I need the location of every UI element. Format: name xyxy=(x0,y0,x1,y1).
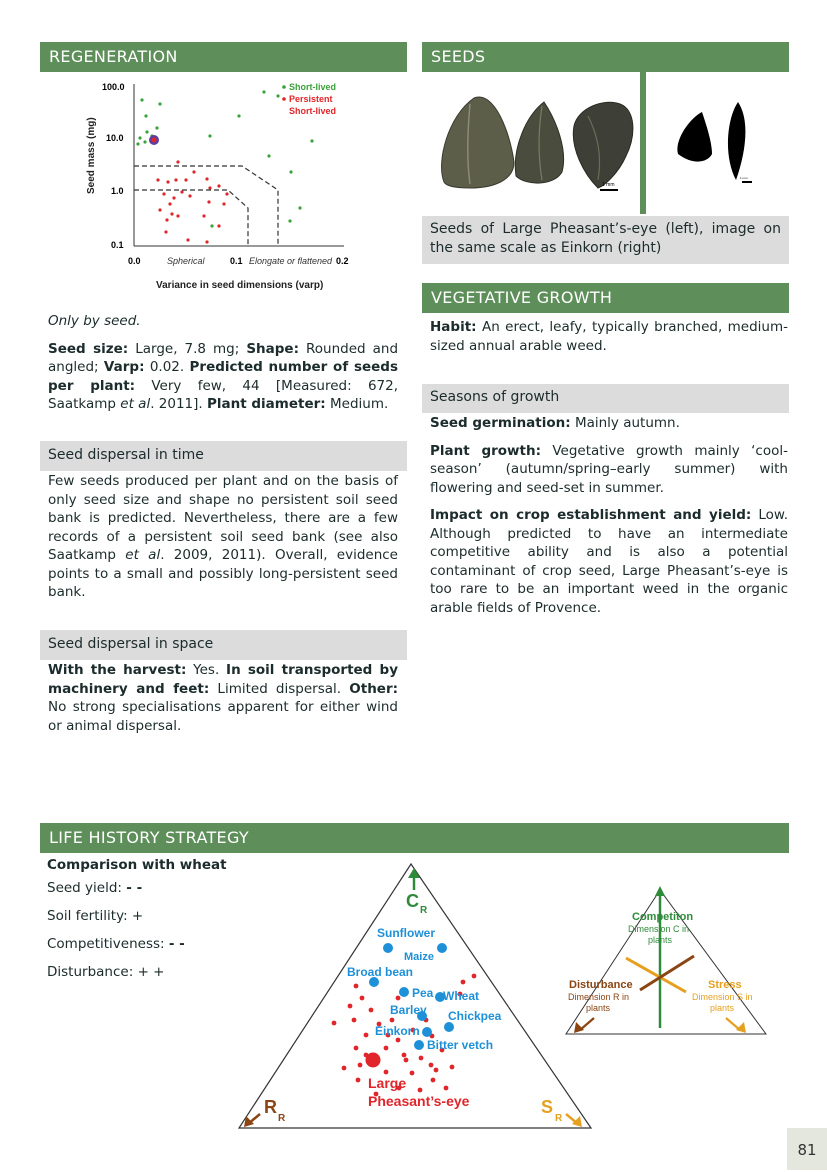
diameter-label: Plant diameter: xyxy=(207,396,326,412)
impact-value: Low. Although predicted to have an intermediate competitive ability and is also a potential contaminant of crop seed, Large Pheasant’s-eye is too rare to be an important weed in the organic arable fields of Provence. xyxy=(430,507,788,616)
disturbance-label: Disturbance: xyxy=(47,964,134,980)
scale-bar-left: 1 mm xyxy=(602,182,615,188)
vegetative-habit xyxy=(430,318,788,364)
other-label: Other: xyxy=(349,680,399,697)
x-axis-label: Variance in seed dimensions (varp) xyxy=(156,280,324,291)
seed-size-paragraph xyxy=(48,340,398,414)
seasons-header: Seasons of growth xyxy=(422,384,789,413)
only-by-seed: Only by seed. xyxy=(48,313,141,329)
harvest-value: Yes. xyxy=(193,662,220,678)
predicted-label: Predicted number of seeds per plant: xyxy=(48,359,398,394)
seasons-text xyxy=(430,414,788,626)
varp-label: Varp: xyxy=(103,359,145,375)
y-tick: 10.0 xyxy=(106,133,124,143)
shape-value: Rounded and angled; xyxy=(48,340,399,375)
other-value: No strong specialisations apparent for either wind or animal dispersal. xyxy=(48,699,398,734)
legend-stress: Stress xyxy=(708,979,742,991)
measured-open: [Measured: 672, Saatkamp xyxy=(48,377,399,412)
crop-label-wheat: Wheat xyxy=(443,989,479,1003)
legend-stress-sub2: plants xyxy=(710,1003,735,1013)
seed-yield-label: Seed yield: xyxy=(47,880,122,896)
csr-legend-triangle xyxy=(560,880,772,1040)
corner-r-sub: R xyxy=(278,1113,286,1124)
seeds-caption: Seeds of Large Pheasant’s-eye (left), image on the same scale as Einkorn (right) xyxy=(422,216,789,264)
soil-fertility-value: + xyxy=(131,908,144,924)
growth-value: Vegetative growth mainly ‘cool-season’ (autumn/spring–early summer) with flowering and seed-set in summer. xyxy=(430,442,788,496)
legend-stress-sub1: Dimension S in xyxy=(692,992,753,1002)
seeds-green-divider xyxy=(640,72,646,214)
legend-disturbance: Disturbance xyxy=(569,979,633,991)
x-tick: 0.2 xyxy=(336,256,349,266)
corner-c-label: C xyxy=(406,891,419,911)
soil-value: Limited dispersal. xyxy=(217,680,342,697)
corner-s-label: S xyxy=(541,1097,554,1117)
dispersal-time-b: . 2009, 2011). Overall, evidence points to a small and possibly long-persistent seed bank. xyxy=(48,547,398,600)
seed-silhouette-right xyxy=(660,90,770,190)
scale-bar-right: 1 mm xyxy=(740,176,748,180)
corner-s-sub: R xyxy=(555,1113,563,1124)
dispersal-time-etal: et al xyxy=(125,547,161,563)
legend-disturbance-sub1: Dimension R in xyxy=(568,992,630,1002)
seed-size-value: Large, 7.8 mg; xyxy=(135,340,240,357)
comparison-title: Comparison with wheat xyxy=(47,857,227,873)
crop-label-einkorn: Einkorn xyxy=(375,1024,420,1038)
dispersal-space-header: Seed dispersal in space xyxy=(40,630,407,660)
regeneration-header: REGENERATION xyxy=(40,42,407,72)
measured-close: . 2011]. xyxy=(150,396,203,412)
persistent-points xyxy=(156,160,228,243)
csr-triangle xyxy=(236,860,596,1132)
soil-label: In soil transported by machinery and feet: xyxy=(48,662,398,697)
legend-short-lived: Short-lived xyxy=(289,82,337,92)
habit-label: Habit: xyxy=(430,319,477,335)
impact-label: Impact on crop establishment and yield: xyxy=(430,507,752,523)
legend-competitor-sub1: Dimension C in xyxy=(628,924,690,934)
crop-label-broad-bean: Broad bean xyxy=(347,965,414,979)
crop-label-bitter-vetch: Bitter vetch xyxy=(427,1038,494,1052)
competitiveness-value: - - xyxy=(168,936,185,952)
legend-short-lived-2: Short-lived xyxy=(289,106,337,116)
life-history-header: LIFE HISTORY STRATEGY xyxy=(40,823,789,853)
legend-persistent: Persistent xyxy=(289,94,333,104)
dispersal-time-paragraph xyxy=(48,472,398,602)
crop-label-barley: Barley xyxy=(390,1003,427,1017)
legend-competitor-sub2: plants xyxy=(648,935,673,945)
seeds-header: SEEDS xyxy=(422,42,789,72)
species-label-line1: Large xyxy=(368,1075,407,1091)
vegetative-header: VEGETATIVE GROWTH xyxy=(422,283,789,313)
crop-label-maize: Maize xyxy=(404,951,434,963)
shape-label: Shape: xyxy=(246,340,299,357)
legend-competitor: Competiton xyxy=(632,911,694,923)
crop-label-pea: Pea xyxy=(412,986,434,1000)
germination-paragraph xyxy=(430,414,788,433)
x-tick: 0.0 xyxy=(128,256,141,266)
dispersal-space-paragraph xyxy=(48,661,398,735)
varp-value: 0.02. xyxy=(149,359,185,375)
growth-paragraph xyxy=(430,442,788,498)
diameter-value: Medium. xyxy=(329,396,389,412)
y-tick: 0.1 xyxy=(111,240,124,250)
region-spherical-label: Spherical xyxy=(167,256,205,266)
soil-fertility-label: Soil fertility: xyxy=(47,908,128,924)
page-number: 81 xyxy=(787,1128,827,1170)
seed-yield-value: - - xyxy=(126,880,143,896)
habit-paragraph xyxy=(430,318,788,355)
growth-label: Plant growth: xyxy=(430,442,541,459)
competitiveness-label: Competitiveness: xyxy=(47,936,165,952)
crop-label-chickpea: Chickpea xyxy=(448,1009,502,1023)
crop-label-sunflower: Sunflower xyxy=(377,926,436,940)
large-pheasants-eye-point xyxy=(366,1053,381,1068)
habit-value: An erect, leafy, typically branched, medium-sized annual arable weed. xyxy=(430,319,788,354)
predicted-value: Very few, 44 xyxy=(151,377,260,394)
germ-value: Mainly autumn. xyxy=(574,415,680,431)
y-axis-label: Seed mass (mg) xyxy=(86,117,97,194)
corner-c-sub: R xyxy=(420,905,428,916)
y-tick: 1.0 xyxy=(111,186,124,196)
y-tick: 100.0 xyxy=(102,82,125,92)
corner-r-label: R xyxy=(264,1097,277,1117)
legend-disturbance-sub2: plants xyxy=(586,1003,611,1013)
seed-photo-left xyxy=(422,76,640,214)
measured-etal: et al xyxy=(120,396,151,412)
dispersal-space-text xyxy=(48,661,398,744)
seed-size-label: Seed size: xyxy=(48,340,129,357)
disturbance-value: + + xyxy=(137,964,165,980)
dispersal-time-a: Few seeds produced per plant and on the basis of only seed size and shape no persistent soil seed bank is predicted. Nevertheless, there are a few records of a persistent soil seed bank (see also Saatkamp xyxy=(48,473,398,563)
region-elongate-label: Elongate or flattened xyxy=(249,256,333,266)
short-lived-points xyxy=(136,90,313,227)
dispersal-time-text xyxy=(48,472,398,611)
germ-label: Seed germination: xyxy=(430,415,571,431)
harvest-label: With the harvest: xyxy=(48,662,187,678)
impact-paragraph xyxy=(430,506,788,617)
species-label-line2: Pheasant’s-eye xyxy=(368,1093,470,1109)
regeneration-text xyxy=(48,312,398,423)
seed-mass-scatter-chart xyxy=(82,76,352,296)
x-tick: 0.1 xyxy=(230,256,243,266)
dispersal-time-header: Seed dispersal in time xyxy=(40,441,407,471)
